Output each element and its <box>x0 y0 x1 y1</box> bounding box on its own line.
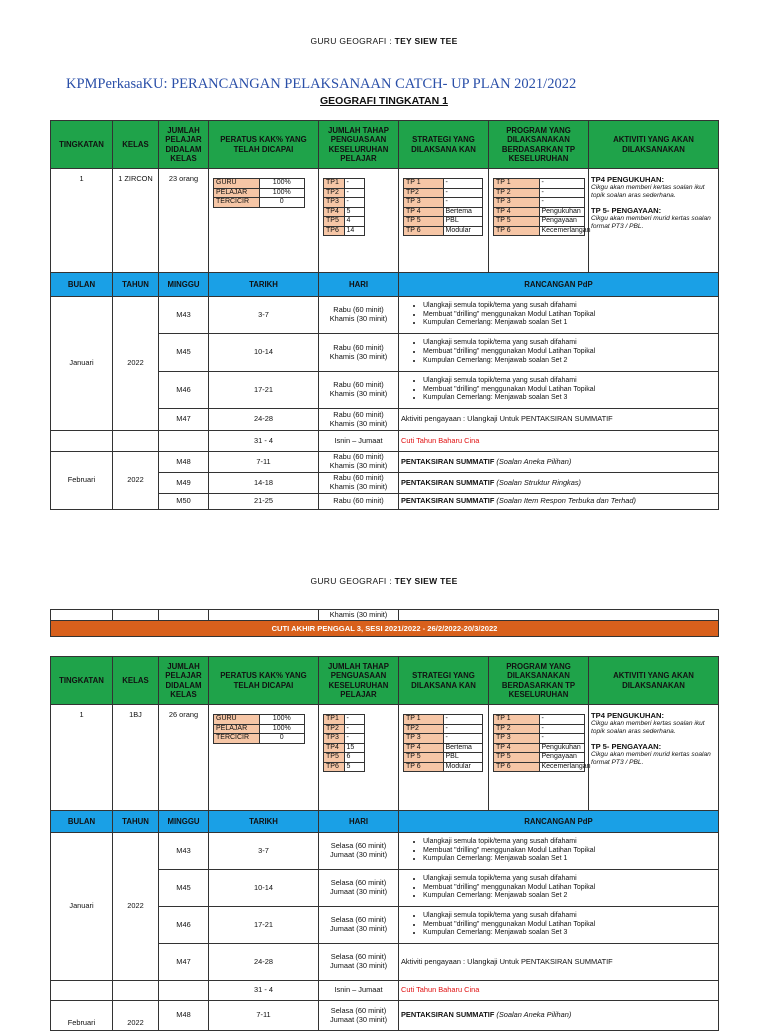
jumlah-value: 23 orang <box>159 169 209 273</box>
aktiviti-cell: TP4 PENGUKUHAN: Cikgu akan memberi kertas soalan ikut topik soalan aras sederhana. TP 5- PENGAYAAN: Cikgu akan memberi murid kertas soalan format PT3 / PBL. <box>589 169 719 273</box>
schedule-row: M46 17-21 Rabu (60 minit) Khamis (30 minit) • Ulangkaji semula topik/tema yang susah difahami • Membuat "drilling" menggunakan Modul Latihan Topikal • Kumpulan Cemerlang: Menjawab soalan Set 3 <box>51 372 719 409</box>
peratus-cell <box>209 169 319 273</box>
schedule-row: M47 24-28 Rabu (60 minit) Khamis (30 minit) Aktiviti pengayaan : Ulangkaji Untuk PENTAKSIRAN SUMMATIF <box>51 409 719 431</box>
page-title: KPMPerkasaKU: PERANCANGAN PELAKSANAAN CATCH- UP PLAN 2021/2022 <box>66 76 577 92</box>
teacher-header: GURU GEOGRAFI : TEY SIEW TEE <box>310 36 458 46</box>
kelas-value: 1 ZIRCON <box>113 169 159 273</box>
class-row: 1 1BJ 26 orang GURU 100% PELAJAR 100% TERCICIR 0 TP1 - TP2 - TP3 - TP4 15 TP5 6 TP6 5 TP 1 - TP2 - TP 3 - TP 4 Bertema TP 5 PBL TP 6 Modular TP 1 - TP 2 - TP 3 - TP 4 Pengukuhan TP 5 Pengayaan TP 6 Kecemerlangan TP4 PENGUKUHAN: Cikgu akan memberi kertas soalan ikut topik soalan aras sederhana. TP 5- PENGAYAAN: Cikgu akan memberi murid kertas soalan format PT3 / PBL. <box>51 705 719 811</box>
schedule-row: Januari 2022 M43 3-7 Selasa (60 minit) Jumaat (30 minit) • Ulangkaji semula topik/tema yang susah difahami • Membuat "drilling" menggunakan Modul Latihan Topikal • Kumpulan Cemerlang: Menjawab soalan Set 1 <box>51 833 719 870</box>
header-row: TINGKATAN KELAS JUMLAH PELAJAR DIDALAM KELAS PERATUS KAK% YANG TELAH DICAPAI JUMLAH TAHAP PENGUASAAN KESELURUHAN PELAJAR STRATEGI YANG DILAKSANA KAN PROGRAM YANG DILAKSANAKAN BERDASARKAN TP KESELURUHAN AKTIVITI YANG AKAN DILAKSANAKAN <box>51 657 719 705</box>
class-table-1 <box>50 120 719 510</box>
schedule-row: Februari 2022 M48 7-11 Rabu (60 minit) Khamis (30 minit) PENTAKSIRAN SUMMATIF (Soalan Aneka Pilihan) <box>51 452 719 473</box>
class-row <box>51 169 719 273</box>
tahap-table: TP1 - TP2 - TP3 - TP4 15 TP5 6 TP6 5 <box>323 714 365 772</box>
schedule-row: M47 24-28 Selasa (60 minit) Jumaat (30 minit) Aktiviti pengayaan : Ulangkaji Untuk PENTAKSIRAN SUMMATIF <box>51 944 719 981</box>
col-aktiviti: AKTIVITI YANG AKAN DILAKSANAKAN <box>589 121 719 169</box>
schedule-header-row: BULAN TAHUN MINGGU TARIKH HARI RANCANGAN PdP <box>51 273 719 297</box>
schedule-row: M45 10-14 Selasa (60 minit) Jumaat (30 minit) • Ulangkaji semula topik/tema yang susah difahami • Membuat "drilling" menggunakan Modul Latihan Topikal • Kumpulan Cemerlang: Menjawab soalan Set 2 <box>51 870 719 907</box>
schedule-row: M46 17-21 Selasa (60 minit) Jumaat (30 minit) • Ulangkaji semula topik/tema yang susah difahami • Membuat "drilling" menggunakan Modul Latihan Topikal • Kumpulan Cemerlang: Menjawab soalan Set 3 <box>51 907 719 944</box>
schedule-row: M50 21-25 Rabu (60 minit) PENTAKSIRAN SUMMATIF (Soalan Item Respon Terbuka dan Terhad) <box>51 494 719 510</box>
class-table-2 <box>50 656 719 1031</box>
rancangan-cell: • Ulangkaji semula topik/tema yang susah difahami • Membuat "drilling" menggunakan Modul Latihan Topikal • Kumpulan Cemerlang: Menjawab soalan Set 3 <box>399 372 719 409</box>
teacher-name: TEY SIEW TEE <box>394 36 458 46</box>
schedule-row: 31 - 4 Isnin – Jumaat Cuti Tahun Baharu Cina <box>51 431 719 452</box>
strategi-table: TP 1 - TP2 - TP 3 - TP 4 Bertema TP 5 PBL TP 6 Modular <box>403 714 483 772</box>
program-table: TP 1 - TP 2 - TP 3 - TP 4 Pengukuhan TP 5 Pengayaan TP 6 Kecemerlangan <box>493 714 585 772</box>
col-tahap: JUMLAH TAHAP PENGUASAAN KESELURUHAN PELAJAR <box>319 121 399 169</box>
col-jumlah: JUMLAH PELAJAR DIDALAM KELAS <box>159 121 209 169</box>
schedule-row: Februari 2022 M48 7-11 Selasa (60 minit) Jumaat (30 minit) PENTAKSIRAN SUMMATIF (Soalan Aneka Pilihan) <box>51 1001 719 1031</box>
page-subtitle: GEOGRAFI TINGKATAN 1 <box>320 95 448 107</box>
strategi-cell <box>399 169 489 273</box>
strategi-table: TP 1 - TP2 - TP 3 - TP 4 Bertema TP 5 PBL TP 6 Modular <box>403 178 483 236</box>
program-table: TP 1 - TP 2 - TP 3 - TP 4 Pengukuhan TP 5 Pengayaan TP 6 Kecemerlangan <box>493 178 585 236</box>
col-strategi: STRATEGI YANG DILAKSANA KAN <box>399 121 489 169</box>
schedule-row: Januari 2022 M43 3-7 Rabu (60 minit) Khamis (30 minit) • Ulangkaji semula topik/tema yang susah difahami • Membuat "drilling" menggunakan Modul Latihan Topikal • Kumpulan Cemerlang: Menjawab soalan Set 1 <box>51 297 719 334</box>
tahap-table: TP1 - TP2 - TP3 - TP4 5 TP5 4 TP6 14 <box>323 178 365 236</box>
schedule-row: M45 10-14 Rabu (60 minit) Khamis (30 minit) • Ulangkaji semula topik/tema yang susah difahami • Membuat "drilling" menggunakan Modul Latihan Topikal • Kumpulan Cemerlang: Menjawab soalan Set 2 <box>51 334 719 372</box>
schedule-row: M49 14-18 Rabu (60 minit) Khamis (30 minit) PENTAKSIRAN SUMMATIF (Soalan Struktur Ringkas) <box>51 473 719 494</box>
col-tingkatan: TINGKATAN <box>51 121 113 169</box>
cuti-akhir-bar: CUTI AKHIR PENGGAL 3, SESI 2021/2022 - 26/2/2022-20/3/2022 <box>51 621 719 637</box>
col-peratus: PERATUS KAK% YANG TELAH DICAPAI <box>209 121 319 169</box>
header-row <box>51 121 719 169</box>
rancangan-cell: • Ulangkaji semula topik/tema yang susah difahami • Membuat "drilling" menggunakan Modul Latihan Topikal • Kumpulan Cemerlang: Menjawab soalan Set 2 <box>399 334 719 372</box>
tahap-cell <box>319 169 399 273</box>
carry-row: Khamis (30 minit) <box>51 610 719 621</box>
program-cell <box>489 169 589 273</box>
col-kelas: KELAS <box>113 121 159 169</box>
teacher-header-2: GURU GEOGRAFI : TEY SIEW TEE <box>310 576 458 586</box>
carry-table <box>50 609 719 637</box>
schedule-row: 31 - 4 Isnin – Jumaat Cuti Tahun Baharu Cina <box>51 981 719 1001</box>
peratus-table: GURU 100% PELAJAR 100% TERCICIR 0 <box>213 714 305 744</box>
schedule-header-row: BULAN TAHUN MINGGU TARIKH HARI RANCANGAN PdP <box>51 811 719 833</box>
tingkatan-value: 1 <box>51 169 113 273</box>
rancangan-cell: • Ulangkaji semula topik/tema yang susah difahami • Membuat "drilling" menggunakan Modul Latihan Topikal • Kumpulan Cemerlang: Menjawab soalan Set 1 <box>399 297 719 334</box>
col-program: PROGRAM YANG DILAKSANAKAN BERDASARKAN TP KESELURUHAN <box>489 121 589 169</box>
peratus-table: GURU 100% PELAJAR 100% TERCICIR 0 <box>213 178 305 208</box>
